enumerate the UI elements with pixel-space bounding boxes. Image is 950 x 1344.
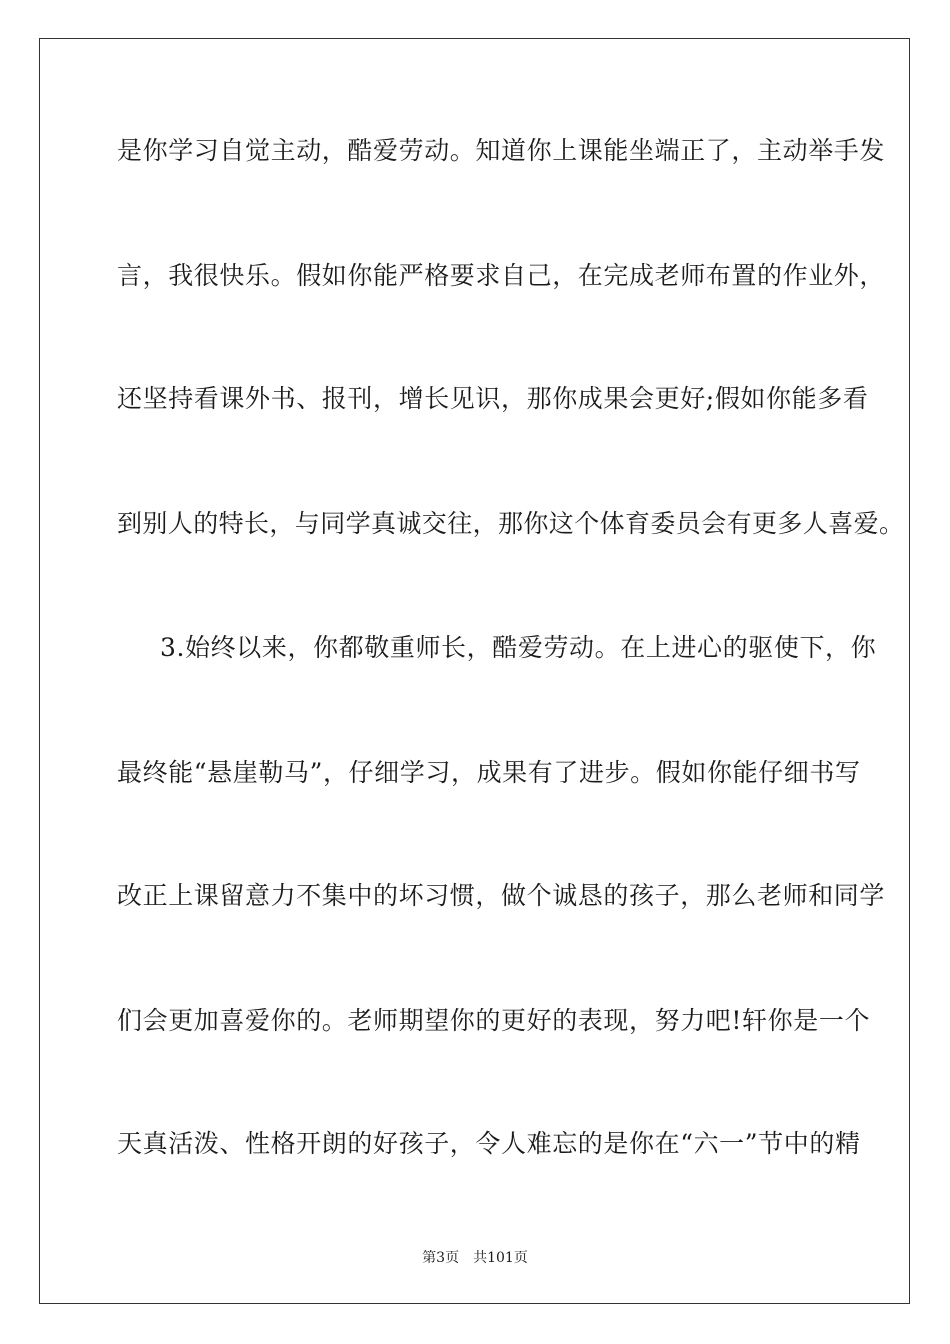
- page-border: [39, 38, 910, 1304]
- text-line: 天真活泼、性格开朗的好孩子，令人难忘的是你在“六一”节中的精: [117, 1129, 861, 1158]
- text-line: 到别人的特长，与同学真诚交往，那你这个体育委员会有更多人喜爱。: [117, 509, 905, 538]
- page-footer: [0, 1249, 950, 1267]
- text-line: 还坚持看课外书、报刊，增长见识，那你成果会更好;假如你能多看: [117, 384, 869, 413]
- text-line: 言，我很快乐。假如你能严格要求自己，在完成老师布置的作业外，: [117, 261, 886, 290]
- text-line: 们会更加喜爱你的。老师期望你的更好的表现，努力吧!轩你是一个: [117, 1006, 871, 1035]
- text-line: 是你学习自觉主动，酷爱劳动。知道你上课能坐端正了，主动举手发: [117, 136, 886, 165]
- text-line: 最终能“悬崖勒马”，仔细学习，成果有了进步。假如你能仔细书写: [117, 758, 861, 787]
- page-number: 第3页: [422, 1250, 460, 1266]
- text-line: 改正上课留意力不集中的坏习惯，做个诚恳的孩子，那么老师和同学: [117, 881, 886, 910]
- text-line-paragraph-start: 3.始终以来，你都敬重师长，酷爱劳动。在上进心的驱使下，你: [160, 633, 877, 662]
- total-pages: 共101页: [473, 1250, 528, 1266]
